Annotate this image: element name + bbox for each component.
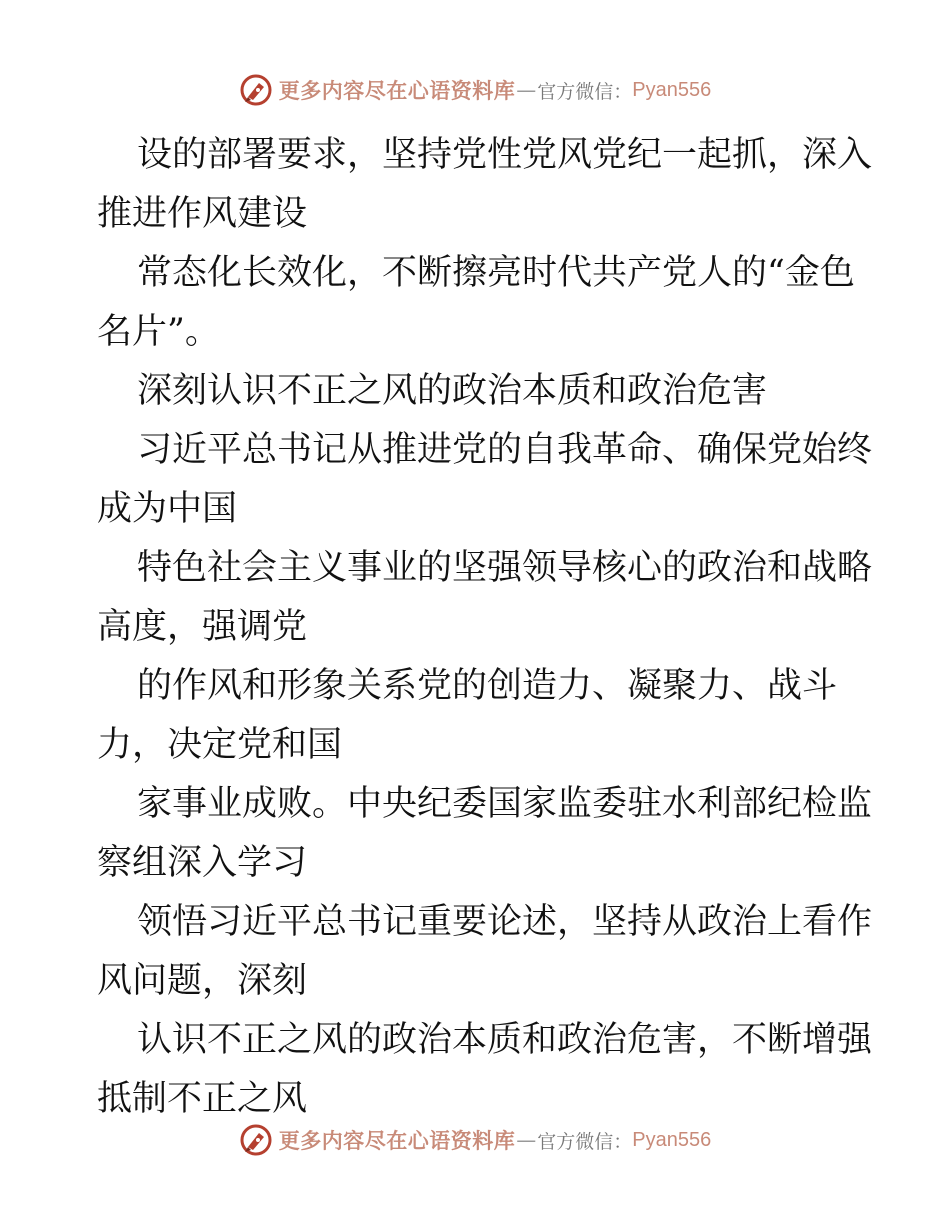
- paragraph-line: 高度，强调党: [97, 607, 308, 647]
- paragraph-line: 特色社会主义事业的坚强领导核心的政治和战略: [137, 548, 873, 588]
- pen-nib-logo-icon: [239, 1123, 273, 1157]
- pen-nib-logo-icon: [239, 73, 273, 107]
- header-wechat-label: 官方微信：: [537, 80, 633, 103]
- footer-watermark: [0, 1120, 950, 1160]
- paragraph-line: 风问题，深刻: [97, 961, 308, 1001]
- footer-wechat-label: 官方微信：: [537, 1130, 633, 1153]
- paragraph-line: 习近平总书记从推进党的自我革命、确保党始终: [137, 430, 873, 470]
- paragraph-line: 认识不正之风的政治本质和政治危害，不断增强: [137, 1020, 873, 1060]
- paragraph-line: 领悟习近平总书记重要论述，坚持从政治上看作: [137, 902, 873, 942]
- paragraph-line: 常态化长效化，不断擦亮时代共产党人的“金色: [137, 253, 855, 293]
- paragraph-line: 成为中国: [97, 489, 238, 529]
- header-watermark: [0, 70, 950, 110]
- section-heading: 深刻认识不正之风的政治本质和政治危害: [137, 371, 768, 411]
- footer-brand-text: 更多内容尽在心语资料库: [278, 1128, 516, 1153]
- paragraph-line: 察组深入学习: [97, 843, 308, 883]
- footer-separator: —: [516, 1128, 537, 1152]
- paragraph-line: 家事业成败。中央纪委国家监委驻水利部纪检监: [137, 784, 873, 824]
- document-body: [97, 126, 873, 1129]
- paragraph-line: 名片”。: [97, 312, 220, 352]
- header-brand-text: 更多内容尽在心语资料库: [278, 78, 516, 103]
- paragraph-line: 推进作风建设: [97, 194, 308, 234]
- header-wechat-id: Pyan556: [632, 78, 712, 101]
- header-separator: —: [516, 78, 537, 102]
- paragraph-line: 的作风和形象关系党的创造力、凝聚力、战斗: [137, 666, 838, 706]
- paragraph-line: 抵制不正之风: [97, 1079, 308, 1119]
- footer-wechat-id: Pyan556: [632, 1128, 712, 1151]
- paragraph-line: 力，决定党和国: [97, 725, 343, 765]
- paragraph-line: 设的部署要求，坚持党性党风党纪一起抓，深入: [137, 135, 873, 175]
